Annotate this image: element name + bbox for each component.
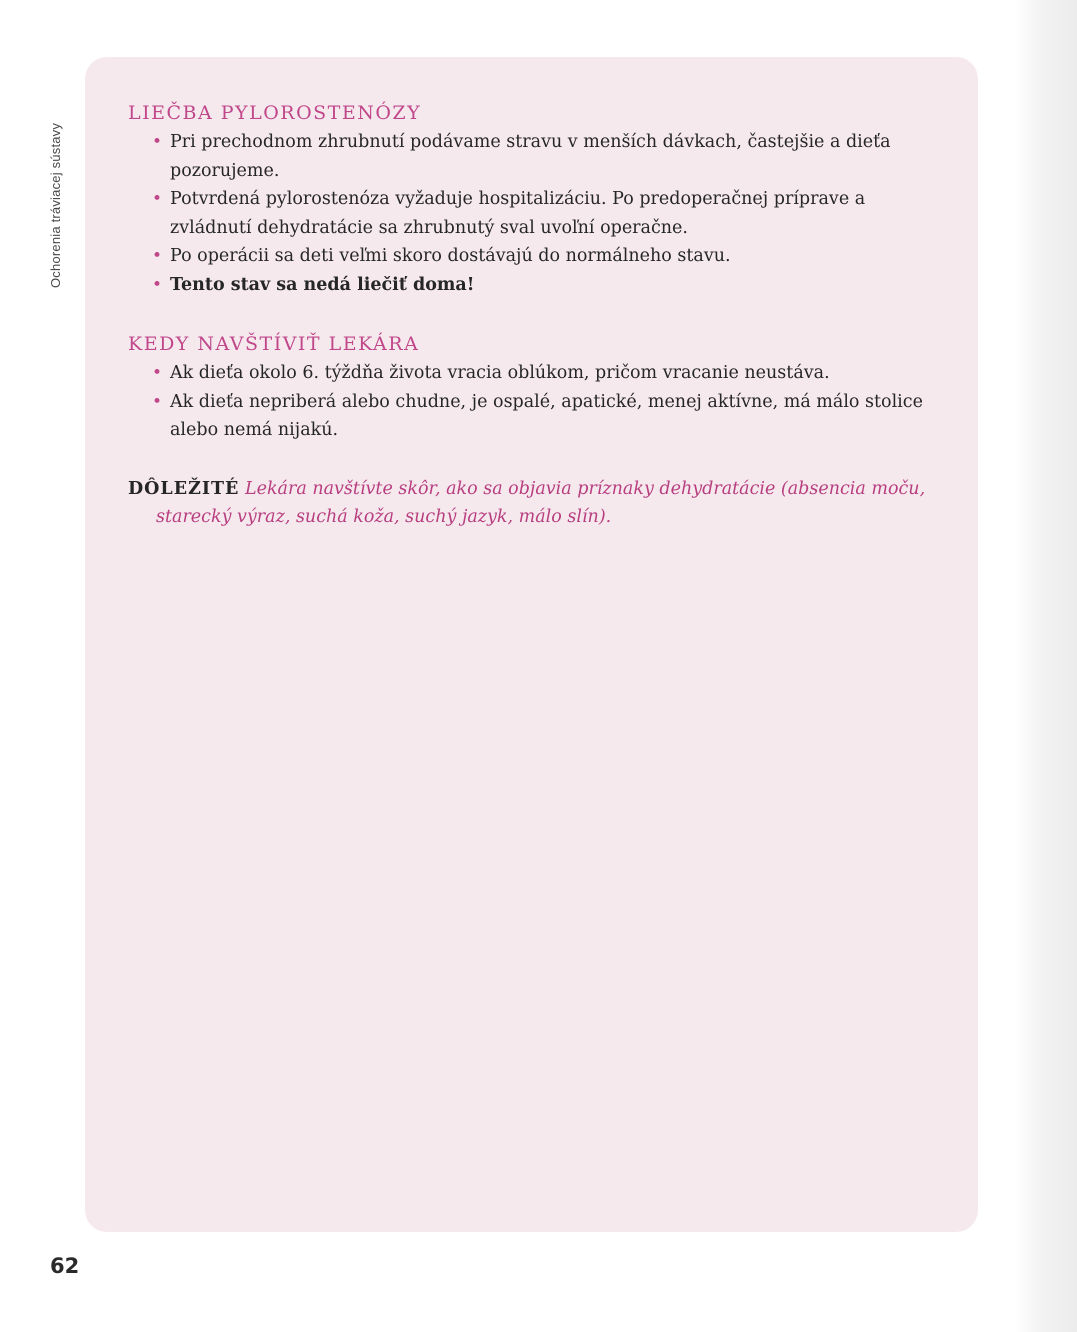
list-item xyxy=(152,185,943,242)
bullet-icon: • xyxy=(152,246,163,266)
list-item-text: Ak dieťa nepriberá alebo chudne, je ospalé, apatické, menej aktívne, má málo stolice alebo nemá nijakú. xyxy=(170,391,923,440)
important-note xyxy=(128,475,943,532)
list-item-text: Ak dieťa okolo 6. týždňa života vracia oblúkom, pričom vracanie neustáva. xyxy=(170,363,830,383)
bullet-icon: • xyxy=(152,132,163,152)
section-title-when-to-see-doctor: KEDY NAVŠTÍVIŤ LEKÁRA xyxy=(128,333,420,355)
page-gutter-shadow xyxy=(1015,0,1077,1332)
list-item-text: Potvrdená pylorostenóza vyžaduje hospitalizáciu. Po predoperačnej príprave a zvládnutí dehydratácie sa zhrubnutý sval uvoľní operačne. xyxy=(170,189,866,238)
list-item-emphasis xyxy=(152,271,943,300)
page-number: 62 xyxy=(50,1254,80,1278)
important-text: Lekára navštívte skôr, ako sa objavia príznaky dehydratácie (absencia moču, starecký výraz, suchá koža, suchý jazyk, málo slín). xyxy=(156,478,926,527)
bullet-icon: • xyxy=(152,363,163,383)
main-content xyxy=(128,98,943,532)
list-item xyxy=(152,242,943,271)
bullet-icon: • xyxy=(152,274,163,295)
list-item-text: Tento stav sa nedá liečiť doma! xyxy=(170,274,475,295)
list-item xyxy=(152,359,943,388)
doctor-visit-list xyxy=(152,359,943,445)
important-label: DÔLEŽITÉ xyxy=(128,478,240,499)
section-title-treatment: LIEČBA PYLOROSTENÓZY xyxy=(128,102,422,124)
bullet-icon: • xyxy=(152,189,163,209)
list-item xyxy=(152,128,943,185)
list-item-text: Po operácii sa deti veľmi skoro dostávajú do normálneho stavu. xyxy=(170,246,731,266)
treatment-list xyxy=(152,128,943,299)
running-head: Ochorenia tráviacej sústavy xyxy=(48,122,63,288)
list-item-text: Pri prechodnom zhrubnutí podávame stravu v menších dávkach, častejšie a dieťa pozorujeme. xyxy=(170,132,891,181)
list-item xyxy=(152,388,943,445)
bullet-icon: • xyxy=(152,391,163,412)
